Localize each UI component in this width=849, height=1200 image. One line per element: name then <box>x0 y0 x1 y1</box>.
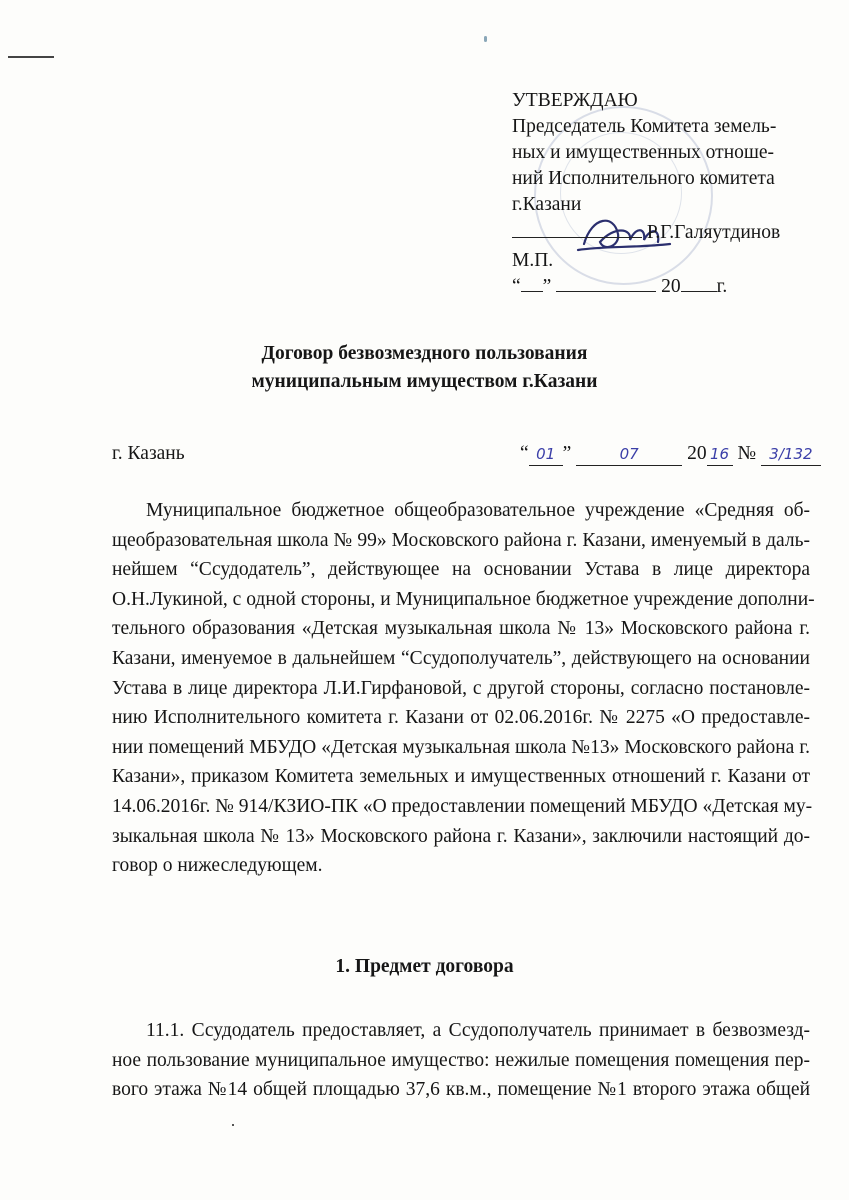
contract-day: 01 <box>529 443 563 466</box>
preamble-line: щеобразовательная школа № 99» Московского района г. Казани, именуемый в даль- <box>112 529 810 551</box>
preamble-line: Муниципальное бюджетное общеобразовательное учреждение «Средняя об- <box>146 500 810 521</box>
approval-date-line: “ ” 20 г. <box>512 276 728 297</box>
contract-city: г. Казань <box>112 443 185 464</box>
scan-artifact-dot <box>484 36 487 42</box>
approval-year-prefix: 20 <box>661 276 681 297</box>
approval-year-blank <box>681 291 717 292</box>
section-1-line: вого этажа №14 общей площадью 37,6 кв.м., помещение №1 второго этажа общей <box>112 1079 810 1101</box>
signature-blank <box>512 237 642 238</box>
approval-line-1: Председатель Комитета земель- <box>512 116 777 137</box>
preamble-line: говор о нижеследующем. <box>112 855 323 877</box>
contract-number: 3/132 <box>761 443 821 466</box>
preamble-line: тельного образования «Детская музыкальная школа № 13» Московского района г. <box>112 618 810 640</box>
preamble-line: нию Исполнительного комитета г. Казани от 02.06.2016г. № 2275 «О предоставле- <box>112 707 810 729</box>
approval-heading: УТВЕРЖДАЮ <box>512 90 638 111</box>
section-1-title: 1. Предмет договора <box>335 956 514 977</box>
scan-artifact-speck <box>232 1124 234 1126</box>
approval-month-blank <box>556 291 656 292</box>
section-1-paragraph <box>112 1016 810 1105</box>
contract-year-prefix: 20 <box>687 443 707 464</box>
approval-line-4: г.Казани <box>512 194 582 215</box>
preamble-line: Казани, именуемое в дальнейшем “Ссудополучатель”, действующего на основании <box>112 647 810 669</box>
preamble-line: нейшем “Ссудодатель”, действующее на основании Устава в лице директора <box>112 559 810 581</box>
scan-artifact-line <box>8 56 54 58</box>
preamble-line: нии помещений МБУДО «Детская музыкальная школа №13» Московского района г. <box>112 736 810 758</box>
preamble-line: Устава в лице директора Л.И.Гирфановой, с другой стороны, согласно постановле- <box>112 677 810 699</box>
number-sign: № <box>737 443 757 464</box>
stamp-place: М.П. <box>512 250 554 271</box>
preamble-line: О.Н.Лукиной, с одной стороны, и Муниципальное бюджетное учреждение дополни- <box>112 588 815 610</box>
approval-signer: Р.Г.Галяутдинов <box>646 222 781 243</box>
preamble-line: 14.06.2016г. № 914/КЗИО-ПК «О предоставлении помещений МБУДО «Детская му- <box>112 795 813 817</box>
preamble-paragraph <box>112 496 815 881</box>
signature-line <box>512 220 780 245</box>
approval-line-3: ний Исполнительного комитета <box>512 168 775 189</box>
contract-month: 07 <box>576 443 682 466</box>
approval-year-suffix: г. <box>716 276 728 297</box>
document-title-line-1: Договор безвозмездного пользования <box>261 343 588 364</box>
section-1-line: 11.1. Ссудодатель предоставляет, а Ссудополучатель принимает в безвозмезд- <box>146 1020 810 1041</box>
approval-line-2: ных и имущественных отноше- <box>512 142 775 163</box>
contract-year: 16 <box>707 443 733 466</box>
approval-day-blank <box>521 291 543 292</box>
preamble-line: зыкальная школа № 13» Московского района г. Казани», заключили настоящий до- <box>112 825 810 847</box>
preamble-line: Казани», приказом Комитета земельных и имущественных отношений г. Казани от <box>112 766 810 788</box>
document-title-line-2: муниципальным имуществом г.Казани <box>251 371 598 392</box>
section-1-line: ное пользование муниципальное имущество: нежилые помещения помещения пер- <box>112 1049 810 1071</box>
contract-date-number: “ 01 ” 07 20 16 № 3/132 <box>520 443 821 466</box>
